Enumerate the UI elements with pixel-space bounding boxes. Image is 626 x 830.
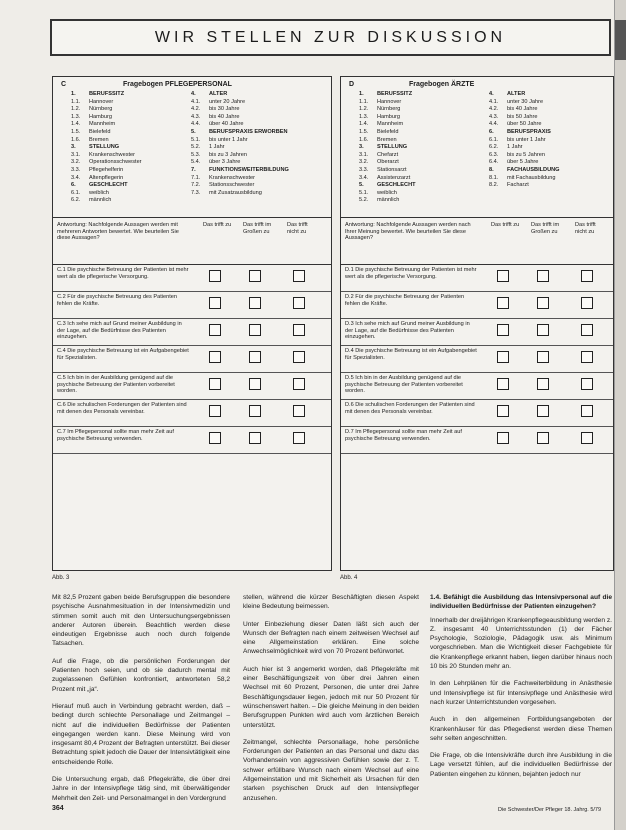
item-label: ALTER (209, 91, 228, 97)
item-number: 4.4. (191, 121, 201, 128)
paragraph: Mit 82,5 Prozent gaben beide Berufsgruppen die besondere psychische Ausnahmesituation in der Intensivmedizin und stimmen somit auch mit den Untersuchungsergebnissen anderer Autoren überein. Beachtlich werden diese eindeutigen Ergebnisse auch noch durch folgende Tatsachen. (52, 594, 230, 648)
question-row (341, 319, 613, 346)
item-label: Altenpflegerin (89, 174, 124, 181)
item-number: 4.4. (489, 121, 499, 128)
item-label: GESCHLECHT (89, 182, 128, 189)
demographic-option (71, 106, 142, 114)
item-number: 7.1. (191, 174, 201, 181)
demographic-heading (191, 167, 289, 175)
demographic-heading (71, 182, 142, 190)
item-number: 3.4. (359, 174, 369, 181)
paragraph: Die Frage, ob die Intensivkräfte durch ihre Ausbildung in die Lage versetzt fühlen, auf die individuellen Bedürfnisse der Patienten eingehen zu können, bejahten jedoch nur (430, 752, 612, 778)
item-label: 1 Jahr (209, 144, 225, 151)
item-label: STELLUNG (89, 144, 120, 151)
question-row (53, 265, 331, 292)
question-row (53, 319, 331, 346)
answer-checkbox[interactable] (537, 324, 549, 336)
paragraph: Auch in den allgemeinen Fortbildungsangeboten der Krankenhäuser für das Pflegedienst werden diese Themen sehr selten angeschnitten. (430, 716, 612, 742)
item-label: Krankenschwester (209, 174, 256, 181)
item-label: Facharzt (507, 182, 529, 189)
answer-checkbox[interactable] (209, 378, 221, 390)
answer-checkbox[interactable] (209, 324, 221, 336)
question-row (53, 400, 331, 427)
demographic-heading (359, 144, 416, 152)
item-label: bis 40 Jahre (209, 113, 240, 120)
page-number: 364 (52, 805, 64, 812)
item-number: 5.2. (191, 144, 201, 151)
answer-instruction: Antwortung: Nachfolgende Aussagen werden nach Ihrer Meinung bewertet. Wie beurteilen Sie diese Aussagen? (345, 222, 471, 242)
demographic-option (191, 121, 289, 129)
demographics-col-2 (489, 91, 560, 190)
answer-checkbox[interactable] (537, 432, 549, 444)
demographic-option (489, 182, 560, 190)
answer-checkbox[interactable] (209, 270, 221, 282)
demographic-option (191, 190, 289, 198)
answer-checkbox[interactable] (581, 432, 593, 444)
answer-checkbox[interactable] (293, 324, 305, 336)
item-number: 6. (489, 128, 494, 135)
item-label: GESCHLECHT (377, 182, 416, 189)
answer-checkbox[interactable] (497, 378, 509, 390)
demographic-option (191, 159, 289, 167)
demographic-option (359, 106, 416, 114)
questionnaire-letter: D (349, 81, 355, 88)
page-title: WIR STELLEN ZUR DISKUSSION (154, 29, 507, 46)
demographic-option (191, 182, 289, 190)
item-label: ALTER (507, 91, 526, 97)
item-number: 1.1. (359, 98, 369, 105)
question-text: C.2 Für die psychische Betreuung des Patienten fehlen die Kräfte. (57, 294, 178, 307)
item-number: 4. (191, 91, 196, 97)
questionnaire-letter: C (61, 81, 67, 88)
option-label: Das trifft im Großen zu (531, 222, 560, 235)
item-number: 6.2. (71, 197, 81, 204)
question-text: C.7 Im Pflegepersonal sollte man mehr Zeit auf psychische Betreuung verwenden. (57, 429, 174, 442)
item-label: BERUFSSITZ (377, 91, 413, 97)
item-number: 1.2. (359, 106, 369, 113)
answer-checkbox[interactable] (293, 297, 305, 309)
item-number: 4.2. (191, 106, 201, 113)
demographic-option (71, 190, 142, 198)
figure-caption-right: Abb. 4 (340, 575, 358, 581)
item-label: FUNKTIONSWEITERBILDUNG (209, 166, 289, 173)
demographic-option (359, 137, 416, 145)
item-number: 5.2. (359, 197, 369, 204)
item-number: 3. (71, 144, 76, 151)
demographic-option (489, 114, 560, 122)
item-number: 3.2. (359, 159, 369, 166)
item-label: über 3 Jahre (209, 159, 241, 166)
section-heading: 1.4. Befähigt die Ausbildung das Intensivpersonal auf die individuellen Bedürfnisse der Patienten einzugehen? (430, 594, 612, 611)
paragraph: Die Untersuchung ergab, daß Pflegekräfte, die über drei Jahre in der Intensivpflege tätig sind, mit überwältigender Mehrheit den Zeit- und Personalmangel in den Vordergrund (52, 776, 230, 802)
demographic-option (359, 190, 416, 198)
item-number: 6.3. (489, 151, 499, 158)
answer-checkbox[interactable] (581, 324, 593, 336)
demographic-option (489, 175, 560, 183)
answer-checkbox[interactable] (249, 351, 261, 363)
demographic-option (71, 152, 142, 160)
paragraph: Auch hier ist 3 angemerkt worden, daß Pflegekräfte mit einer Beschäftigungszeit von über drei Jahren einen Wechsel mit 60 Prozent, Personen, die unter drei Jahre Beschäftigungsdauer liegen, jedoch mit nur 50 Prozent für wünschenswert halten. – Die gleiche Meinung in den beiden Berufsgruppen Punkten wird auch vom ärztlichen Bereich unterstützt. (243, 665, 419, 729)
answer-checkbox[interactable] (209, 351, 221, 363)
item-number: 8.1. (489, 174, 499, 181)
item-label: Bielefeld (377, 128, 399, 135)
item-number: 6. (71, 182, 76, 189)
figure-caption-left: Abb. 3 (52, 575, 70, 581)
question-row (341, 346, 613, 373)
item-number: 3.2. (71, 159, 81, 166)
question-table (341, 217, 613, 454)
answer-checkbox[interactable] (497, 351, 509, 363)
item-number: 3.1. (71, 151, 81, 158)
demographic-option (489, 106, 560, 114)
demographic-option (71, 159, 142, 167)
answer-checkbox[interactable] (537, 351, 549, 363)
paragraph: Auf die Frage, ob die persönlichen Forderungen der Patienten hoch seien, und ob sie dadurch mental mit zugelassenen Gefühlen konfrontiert, antworteten 58,2 Prozent mit „ja“. (52, 657, 230, 693)
demographic-heading (191, 91, 289, 99)
demographic-option (359, 99, 416, 107)
demographics-col-2 (191, 91, 289, 197)
demographic-heading (191, 129, 289, 137)
demographic-option (191, 152, 289, 160)
demographic-option (191, 175, 289, 183)
question-row (341, 292, 613, 319)
question-text: D.1 Die psychische Betreuung der Patienten ist mehr wert als die pflegerische Versorgung. (345, 267, 477, 280)
option-label: Das trifft nicht zu (287, 222, 308, 235)
item-label: Oberarzt (377, 159, 399, 166)
demographic-option (191, 106, 289, 114)
answer-checkbox[interactable] (293, 405, 305, 417)
item-number: 1.5. (71, 128, 81, 135)
answer-checkbox[interactable] (249, 405, 261, 417)
item-label: Bielefeld (89, 128, 111, 135)
item-number: 5.4. (191, 159, 201, 166)
item-number: 4.1. (191, 98, 201, 105)
item-label: über 5 Jahre (507, 159, 539, 166)
demographic-option (191, 144, 289, 152)
item-label: BERUFSPRAXIS (507, 128, 551, 135)
paragraph: Innerhalb der dreijährigen Krankenpflegeausbildung werden z. Z. insgesamt 40 Unterrichtsstunden (1) der Fächer Psychologie, Soziologie, Pädagogik usw. als Minimum vorgeschrieben. Man die Wichtigkeit dieser Fachgebiete für die Krankenpflege erkannt haben, liegen darüber hinaus noch 10 bis 20 Stunden mehr an. (430, 616, 612, 671)
demographic-option (191, 99, 289, 107)
adjacent-page-edge (614, 0, 626, 830)
answer-checkbox[interactable] (537, 405, 549, 417)
answer-checkbox[interactable] (209, 297, 221, 309)
demographic-heading (489, 129, 560, 137)
question-row (53, 427, 331, 454)
demographic-option (359, 152, 416, 160)
answer-checkbox[interactable] (497, 270, 509, 282)
item-label: unter 30 Jahre (507, 98, 544, 105)
demographic-option (359, 159, 416, 167)
answer-checkbox[interactable] (249, 324, 261, 336)
paragraph: stellen, während die kürzer Beschäftigten diesen Aspekt kleine Bedeutung beimessen. (243, 594, 419, 611)
demographic-option (71, 121, 142, 129)
item-number: 1.3. (359, 113, 369, 120)
demographic-option (71, 99, 142, 107)
item-number: 5.1. (191, 136, 201, 143)
question-row (341, 265, 613, 292)
item-number: 1.6. (71, 136, 81, 143)
item-label: männlich (89, 197, 112, 204)
demographic-option (489, 121, 560, 129)
demographic-option (489, 144, 560, 152)
item-label: Mannheim (89, 121, 116, 128)
question-text: C.4 Die psychische Betreuung ist ein Aufgabengebiet für Spezialisten. (57, 348, 189, 361)
demographic-option (191, 137, 289, 145)
demographic-option (489, 99, 560, 107)
question-table-head (341, 217, 613, 265)
item-label: FACHAUSBILDUNG (507, 166, 560, 173)
question-row (341, 427, 613, 454)
demographic-option (71, 129, 142, 137)
item-number: 1. (359, 91, 364, 97)
answer-checkbox[interactable] (581, 297, 593, 309)
item-label: Chefarzt (377, 151, 399, 158)
question-text: D.4 Die psychische Betreuung ist ein Aufgabengebiet für Spezialisten. (345, 348, 477, 361)
demographic-option (359, 197, 416, 205)
item-number: 1.5. (359, 128, 369, 135)
demographic-option (71, 167, 142, 175)
item-number: 1.1. (71, 98, 81, 105)
answer-checkbox[interactable] (581, 405, 593, 417)
answer-checkbox[interactable] (581, 351, 593, 363)
option-label: Das trifft zu (491, 222, 520, 228)
paragraph: Unter Einbeziehung dieser Daten läßt sich auch der Wunsch der Befragten nach einem zeitweisen Wechsel auf eine Allgemeinstation erklären. Eine solche Anwechselmöglichkeit wird von 70 Prozent befürwortet. (243, 620, 419, 656)
item-number: 1. (71, 91, 76, 97)
questionnaire-title: Fragebogen PFLEGEPERSONAL (123, 81, 232, 88)
answer-checkbox[interactable] (497, 297, 509, 309)
demographic-option (71, 175, 142, 183)
demographic-option (191, 114, 289, 122)
item-number: 3.3. (359, 166, 369, 173)
item-label: BERUFSPRAXIS ERWORBEN (209, 128, 288, 135)
item-number: 6.4. (489, 159, 499, 166)
item-label: bis 40 Jahre (507, 106, 538, 113)
demographics-col-1 (71, 91, 142, 205)
text-column-1 (52, 593, 230, 811)
item-label: 1 Jahr (507, 144, 523, 151)
item-label: Hannover (377, 98, 402, 105)
question-row (341, 400, 613, 427)
item-label: Operationsschwester (89, 159, 142, 166)
questionnaire-right (340, 76, 614, 571)
question-text: C.5 Ich bin in der Ausbildung genügend auf die psychische Betreuung der Patienten vorbereitet worden. (57, 375, 175, 395)
answer-checkbox[interactable] (497, 432, 509, 444)
demographic-heading (359, 91, 416, 99)
answer-checkbox[interactable] (537, 378, 549, 390)
item-number: 1.3. (71, 113, 81, 120)
item-label: Hannover (89, 98, 114, 105)
answer-checkbox[interactable] (581, 378, 593, 390)
answer-checkbox[interactable] (293, 270, 305, 282)
question-text: D.5 Ich bin in der Ausbildung genügend auf die psychische Betreuung der Patienten vorbereitet worden. (345, 375, 463, 395)
item-label: bis 30 Jahre (209, 106, 240, 113)
item-label: weiblich (89, 189, 109, 196)
question-row (53, 292, 331, 319)
item-label: mit Zusatzausbildung (209, 189, 262, 196)
question-text: C.1 Die psychische Betreuung der Patienten ist mehr wert als die pflegerische Versorgung. (57, 267, 189, 280)
demographic-heading (71, 91, 142, 99)
item-number: 4.3. (489, 113, 499, 120)
question-row (53, 346, 331, 373)
item-number: 4. (489, 91, 494, 97)
item-number: 5.1. (359, 189, 369, 196)
demographic-heading (489, 167, 560, 175)
demographic-heading (489, 91, 560, 99)
demographic-option (71, 137, 142, 145)
answer-checkbox[interactable] (497, 405, 509, 417)
answer-checkbox[interactable] (209, 432, 221, 444)
item-label: Nürnberg (377, 106, 401, 113)
text-column-2 (243, 593, 419, 811)
item-label: männlich (377, 197, 400, 204)
question-text: C.3 Ich sehe mich auf Grund meiner Ausbildung in der Lage, auf die Bedürfnisse des Patienten einzugehen. (57, 321, 182, 341)
option-label: Das trifft zu (203, 222, 232, 228)
answer-checkbox[interactable] (537, 270, 549, 282)
item-label: bis zu 5 Jahren (507, 151, 545, 158)
item-label: Hamburg (89, 113, 113, 120)
answer-checkbox[interactable] (293, 378, 305, 390)
item-number: 1.4. (71, 121, 81, 128)
demographics-col-1 (359, 91, 416, 205)
item-number: 5.3. (191, 151, 201, 158)
answer-checkbox[interactable] (249, 378, 261, 390)
item-label: über 50 Jahre (507, 121, 542, 128)
question-text: D.3 Ich sehe mich auf Grund meiner Ausbildung in der Lage, auf die Bedürfnisse des Patienten einzugehen. (345, 321, 470, 341)
item-number: 1.6. (359, 136, 369, 143)
item-number: 5. (359, 182, 364, 189)
paragraph: In den Lehrplänen für die Fachweiterbildung in Anästhesie und Intensivpflege ist für Intensivpflege und Anästhesie wird nach kurzer Unterrichtstunden vorgesehen. (430, 680, 612, 706)
question-table (53, 217, 331, 454)
answer-instruction: Antwortung: Nachfolgende Aussagen werden mit mehreren Antworten bewertet. Wie beurteilen Sie diese Aussagen? (57, 222, 179, 242)
option-label: Das trifft nicht zu (575, 222, 596, 235)
journal-reference: Die Schwester/Der Pfleger 18. Jahrg. 5/79 (498, 807, 602, 813)
demographic-option (71, 197, 142, 205)
item-number: 3.4. (71, 174, 81, 181)
item-label: Nürnberg (89, 106, 113, 113)
item-number: 3. (359, 144, 364, 151)
item-label: unter 20 Jahre (209, 98, 246, 105)
paragraph: Zeitmangel, schlechte Personallage, hohe persönliche Forderungen der Patienten an das Personal und dazu das Vorhandensein von aggressiven Gefühlen sowie der z. T. schwer erfüllbare Wunsch nach einem Wechsel auf eine Allgemeinstation und mit Sicherheit als Ursachen für den starken psychischen Druck auf den Intensivpfleger anzusehen. (243, 738, 419, 802)
item-label: STELLUNG (377, 144, 408, 151)
item-label: Hamburg (377, 113, 401, 120)
demographic-option (489, 159, 560, 167)
demographic-heading (359, 182, 416, 190)
item-label: weiblich (377, 189, 397, 196)
item-number: 4.1. (489, 98, 499, 105)
item-number: 4.3. (191, 113, 201, 120)
item-number: 1.4. (359, 121, 369, 128)
answer-checkbox[interactable] (209, 405, 221, 417)
item-label: Bremen (377, 136, 397, 143)
item-label: über 40 Jahre (209, 121, 244, 128)
item-label: Stationsschwester (209, 182, 255, 189)
item-number: 7. (191, 166, 196, 173)
answer-checkbox[interactable] (581, 270, 593, 282)
header-box (50, 19, 611, 56)
item-label: Assistenzarzt (377, 174, 411, 181)
item-number: 6.2. (489, 144, 499, 151)
demographic-option (359, 175, 416, 183)
item-number: 3.3. (71, 166, 81, 173)
text-column-3 (430, 593, 612, 787)
paragraph: Hierauf muß auch in Verbindung gebracht werden, daß – bedingt durch schlechte Personallage und Zeitmangel – nicht auf die individuellen Bedürfnisse der Patienten eingegangen werden kann. Diese Meinung wird von insgesamt 80,4 Prozent der Befragten unterstützt. Bei dieser Betrachtung spielt jedoch die Dauer der Intensivtätigkeit eine entscheidende Rolle. (52, 702, 230, 766)
demographic-option (71, 114, 142, 122)
question-row (53, 373, 331, 400)
question-row (341, 373, 613, 400)
demographic-option (359, 167, 416, 175)
item-number: 5. (191, 128, 196, 135)
item-label: BERUFSSITZ (89, 91, 125, 97)
question-text: D.6 Die schulischen Forderungen der Patienten sind mit denen des Personals vereinbar. (345, 402, 475, 415)
item-number: 8.2. (489, 182, 499, 189)
item-label: bis 50 Jahre (507, 113, 538, 120)
item-label: bis zu 3 Jahren (209, 151, 247, 158)
demographic-option (489, 152, 560, 160)
item-label: bis unter 1 Jahr (209, 136, 248, 143)
question-text: D.2 Für die psychische Betreuung der Patienten fehlen die Kräfte. (345, 294, 465, 307)
option-label: Das trifft im Großen zu (243, 222, 272, 235)
answer-checkbox[interactable] (497, 324, 509, 336)
answer-checkbox[interactable] (293, 351, 305, 363)
item-label: Pflegehelferin (89, 166, 124, 173)
item-number: 3.1. (359, 151, 369, 158)
answer-checkbox[interactable] (249, 297, 261, 309)
question-text: D.7 Im Pflegepersonal sollte man mehr Zeit auf psychische Betreuung verwenden. (345, 429, 462, 442)
answer-checkbox[interactable] (249, 270, 261, 282)
question-text: C.6 Die schulischen Forderungen der Patienten sind mit denen des Personals vereinbar. (57, 402, 187, 415)
item-label: Mannheim (377, 121, 404, 128)
page-tab-marker (615, 20, 626, 60)
demographic-heading (71, 144, 142, 152)
demographic-option (489, 137, 560, 145)
answer-checkbox[interactable] (537, 297, 549, 309)
item-label: mit Fachausbildung (507, 174, 556, 181)
item-number: 1.2. (71, 106, 81, 113)
item-label: Krankenschwester (89, 151, 136, 158)
answer-checkbox[interactable] (249, 432, 261, 444)
item-label: Stationsarzt (377, 166, 407, 173)
item-number: 7.3. (191, 189, 201, 196)
demographic-option (359, 129, 416, 137)
answer-checkbox[interactable] (293, 432, 305, 444)
item-number: 4.2. (489, 106, 499, 113)
question-table-head (53, 217, 331, 265)
item-label: Bremen (89, 136, 109, 143)
demographic-option (359, 114, 416, 122)
item-label: bis unter 1 Jahr (507, 136, 546, 143)
item-number: 7.2. (191, 182, 201, 189)
item-number: 6.1. (71, 189, 81, 196)
item-number: 8. (489, 166, 494, 173)
demographic-option (359, 121, 416, 129)
item-number: 6.1. (489, 136, 499, 143)
questionnaire-left (52, 76, 332, 571)
questionnaire-title: Fragebogen ÄRZTE (409, 81, 475, 88)
